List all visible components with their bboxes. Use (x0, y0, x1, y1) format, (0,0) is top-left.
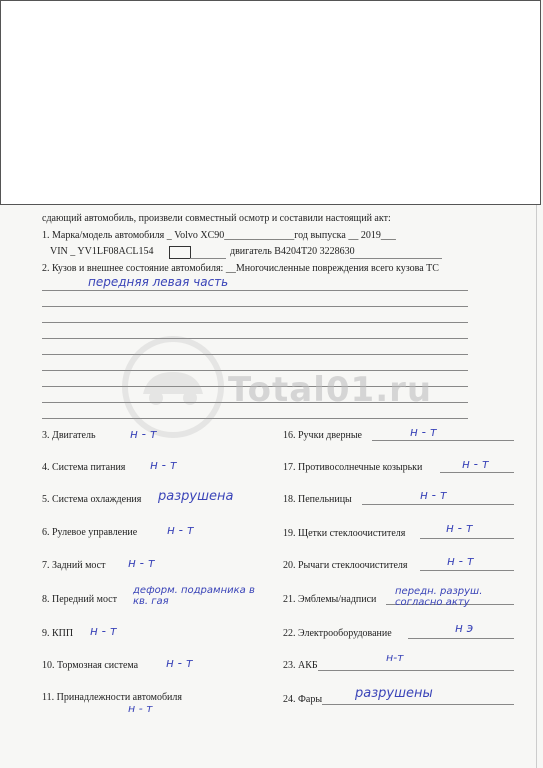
item-cooling-value: разрушена (158, 489, 234, 504)
item-engine-label: 3. Двигатель (42, 430, 96, 441)
item-emblems-label: 21. Эмблемы/надписи (283, 594, 377, 605)
item-emblems-value: передн. разруш. согласно акту (395, 586, 483, 608)
vin-underline (190, 258, 226, 259)
body-condition-line: 2. Кузов и внешнее состояние автомобиля: __Многочисленные повреждения всего кузова ТС (42, 263, 439, 274)
item-electrical-line (408, 638, 514, 639)
page-edge (536, 205, 537, 768)
item-rear-axle-value: н - т (128, 556, 155, 570)
item-gearbox-value: н - т (90, 624, 117, 638)
item-ashtrays-value: н - т (420, 488, 447, 502)
item-wiper-arms-label: 20. Рычаги стеклоочистителя (283, 560, 408, 571)
item-headlights-line (322, 704, 514, 705)
item-door-handles-label: 16. Ручки дверные (283, 430, 362, 441)
item-engine-value: н - т (130, 427, 157, 441)
item-cooling-label: 5. Система охлаждения (42, 494, 142, 505)
body-handwritten: передняя левая часть (88, 275, 229, 289)
rule-line (42, 322, 468, 323)
vin-label: VIN _ YV1LF08ACL154 (50, 246, 154, 257)
item-battery-label: 23. АКБ (283, 660, 318, 671)
item-steering-value: н - т (167, 523, 194, 537)
item-rear-axle-label: 7. Задний мост (42, 560, 106, 571)
item-wipers-value: н - т (446, 521, 473, 535)
watermark-text: Total01.ru (228, 370, 433, 410)
vin-redacted-box (169, 246, 191, 259)
item-electrical-value: н э (455, 621, 474, 635)
rule-line (42, 306, 468, 307)
rule-line (42, 290, 468, 291)
item-battery-value: н-т (386, 651, 404, 664)
item-fuel-label: 4. Система питания (42, 462, 126, 473)
intro-text: сдающий автомобиль, произвели совместный осмотр и составили настоящий акт: (42, 213, 391, 224)
item-front-axle-value: деформ. подрамника в кв. гая (133, 585, 255, 607)
item-steering-label: 6. Рулевое управление (42, 527, 138, 538)
item-battery-line (318, 670, 514, 671)
engine-underline (350, 258, 442, 259)
item-accessories-label: 11. Принадлежности автомобиля (42, 692, 182, 703)
item-sun-visors-label: 17. Противосолнечные козырьки (283, 462, 423, 473)
item-brakes-label: 10. Тормозная система (42, 660, 139, 671)
item-headlights-value: разрушены (355, 686, 433, 701)
redaction-box (0, 0, 541, 205)
item-ashtrays-line (362, 504, 514, 505)
item-gearbox-label: 9. КПП (42, 628, 74, 639)
item-sun-visors-value: н - т (462, 457, 489, 471)
item-door-handles-value: н - т (410, 425, 437, 439)
item-wiper-arms-line (420, 570, 514, 571)
item-wiper-arms-value: н - т (447, 554, 474, 568)
car-model-line: 1. Марка/модель автомобиля _ Volvo XC90______________год выпуска __ 2019___ (42, 230, 396, 241)
item-front-axle-label: 8. Передний мост (42, 594, 117, 605)
item-sun-visors-line (440, 472, 514, 473)
item-headlights-label: 24. Фары (283, 694, 323, 705)
item-electrical-label: 22. Электрооборудование (283, 628, 392, 639)
item-brakes-value: н - т (166, 656, 193, 670)
engine-label: двигатель B4204T20 3228630 (230, 246, 355, 257)
item-ashtrays-label: 18. Пепельницы (283, 494, 352, 505)
item-wipers-line (420, 538, 514, 539)
item-fuel-value: н - т (150, 458, 177, 472)
item-door-handles-line (372, 440, 514, 441)
item-accessories-value: н - т (128, 702, 153, 715)
item-wipers-label: 19. Щетки стеклоочистителя (283, 528, 406, 539)
